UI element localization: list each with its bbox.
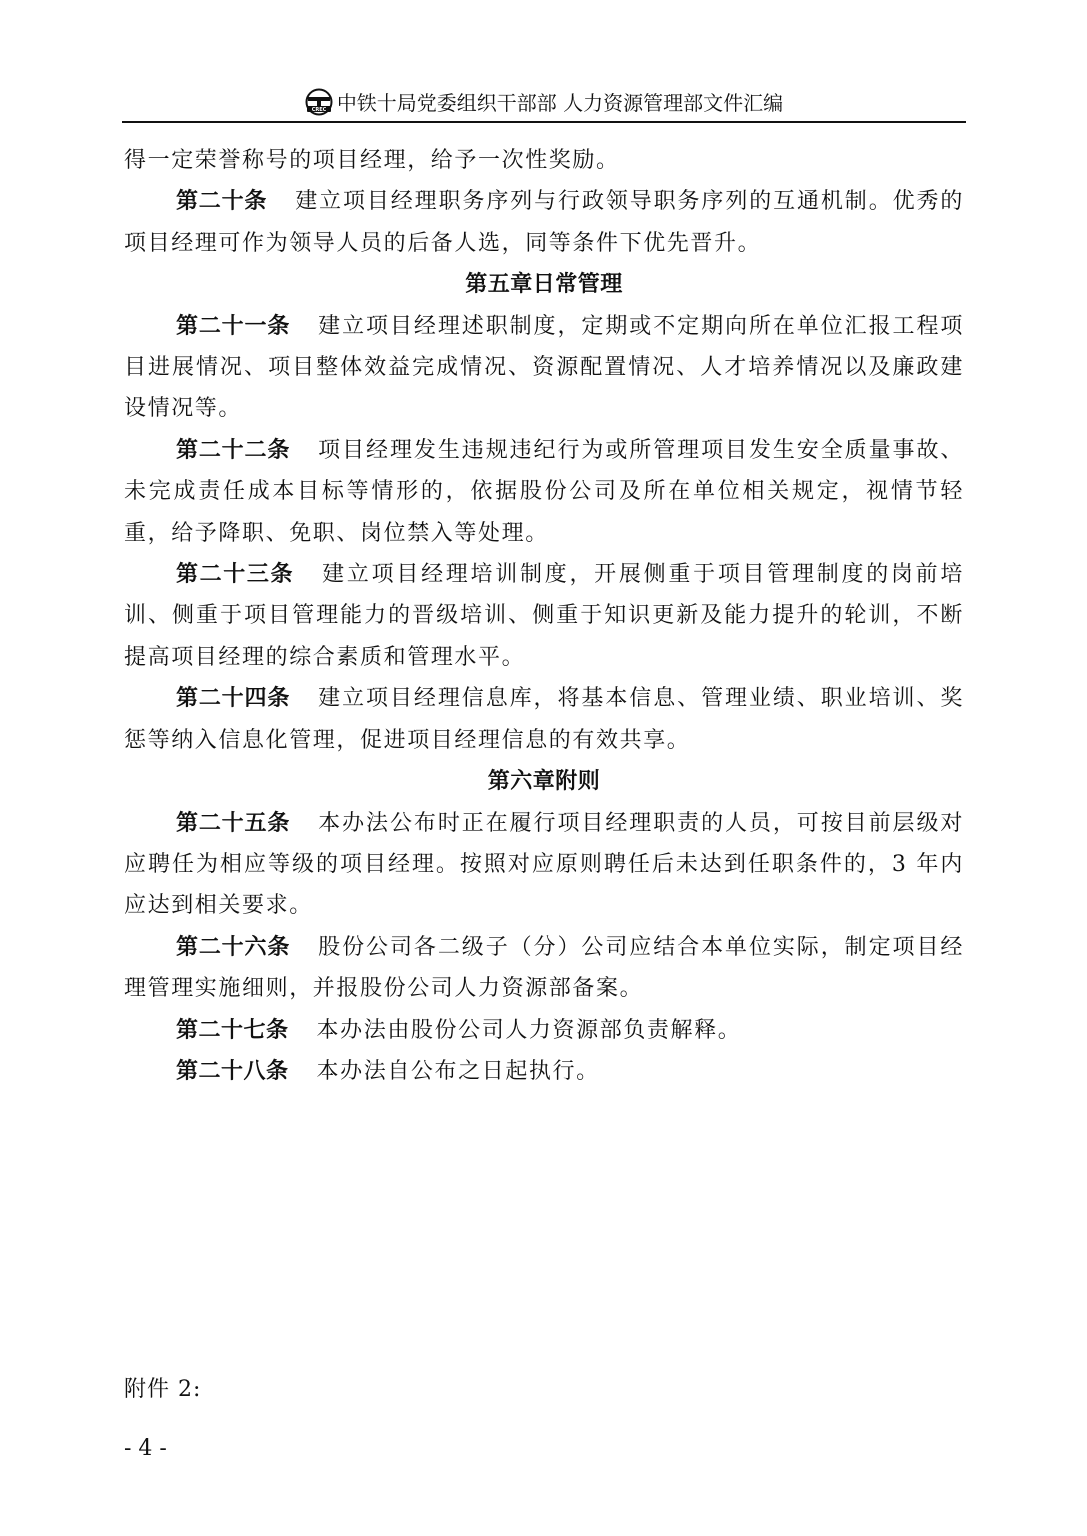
article-text: 建立项目经理信息库，将基本信息、管理业绩、职业培训、奖惩等纳入信息化管理，促进项目经理信息的有效共享。 <box>124 686 964 753</box>
article-20 <box>124 181 964 264</box>
document-body <box>124 140 964 1092</box>
article-label: 第二十五条 <box>176 810 291 836</box>
page-header <box>122 86 966 122</box>
article-text: 股份公司各二级子（分）公司应结合本单位实际，制定项目经理管理实施细则，并报股份公司人力资源部备案。 <box>124 934 964 1002</box>
chapter-6-heading: 第六章附则 <box>487 769 601 795</box>
article-27 <box>124 1010 964 1051</box>
article-24 <box>124 678 964 761</box>
article-label: 第二十一条 <box>176 313 291 339</box>
article-text: 项目经理发生违规违纪行为或所管理项目发生安全质量事故、未完成责任成本目标等情形的，依据股份公司及所在单位相关规定，视情节轻重，给予降职、免职、岗位禁入等处理。 <box>124 437 964 546</box>
article-text: 本办法自公布之日起执行。 <box>316 1058 600 1084</box>
article-text: 建立项目经理职务序列与行政领导职务序列的互通机制。优秀的项目经理可作为领导人员的后备人选，同等条件下优先晋升。 <box>124 189 964 256</box>
article-26 <box>124 927 964 1010</box>
continuation-paragraph: 得一定荣誉称号的项目经理，给予一次性奖励。 <box>124 148 620 173</box>
article-label: 第二十八条 <box>176 1058 289 1084</box>
header-title-row <box>122 88 966 118</box>
article-21 <box>124 306 964 430</box>
attachment-label: 附件 2: <box>124 1377 202 1402</box>
article-label: 第二十二条 <box>176 437 291 463</box>
article-text: 建立项目经理述职制度，定期或不定期向所在单位汇报工程项目进展情况、项目整体效益完成情况、资源配置情况、人才培养情况以及廉政建设情况等。 <box>124 313 964 422</box>
svg-text:CREC: CREC <box>311 107 327 113</box>
article-22 <box>124 430 964 554</box>
article-23 <box>124 554 964 678</box>
article-text: 建立项目经理培训制度，开展侧重于项目管理制度的岗前培训、侧重于项目管理能力的晋级培训、侧重于知识更新及能力提升的轮训，不断提高项目经理的综合素质和管理水平。 <box>124 562 964 670</box>
header-divider <box>122 121 966 123</box>
chapter-5-heading: 第五章日常管理 <box>465 272 623 298</box>
article-25 <box>124 803 964 927</box>
crec-logo-icon <box>305 88 333 116</box>
article-text: 本办法公布时正在履行项目经理职责的人员，可按目前层级对应聘任为相应等级的项目经理。按照对应原则聘任后未达到任职条件的，3 年内应达到相关要求。 <box>124 810 964 919</box>
header-title: 中铁十局党委组织干部部 人力资源管理部文件汇编 <box>336 91 784 115</box>
article-label: 第二十六条 <box>176 934 291 960</box>
article-label: 第二十三条 <box>176 562 295 588</box>
article-label: 第二十七条 <box>176 1017 289 1043</box>
article-label: 第二十条 <box>176 189 268 215</box>
article-text: 本办法由股份公司人力资源部负责解释。 <box>316 1017 742 1043</box>
page-number: - 4 - <box>124 1436 167 1461</box>
article-28 <box>124 1051 964 1092</box>
article-label: 第二十四条 <box>176 686 291 712</box>
